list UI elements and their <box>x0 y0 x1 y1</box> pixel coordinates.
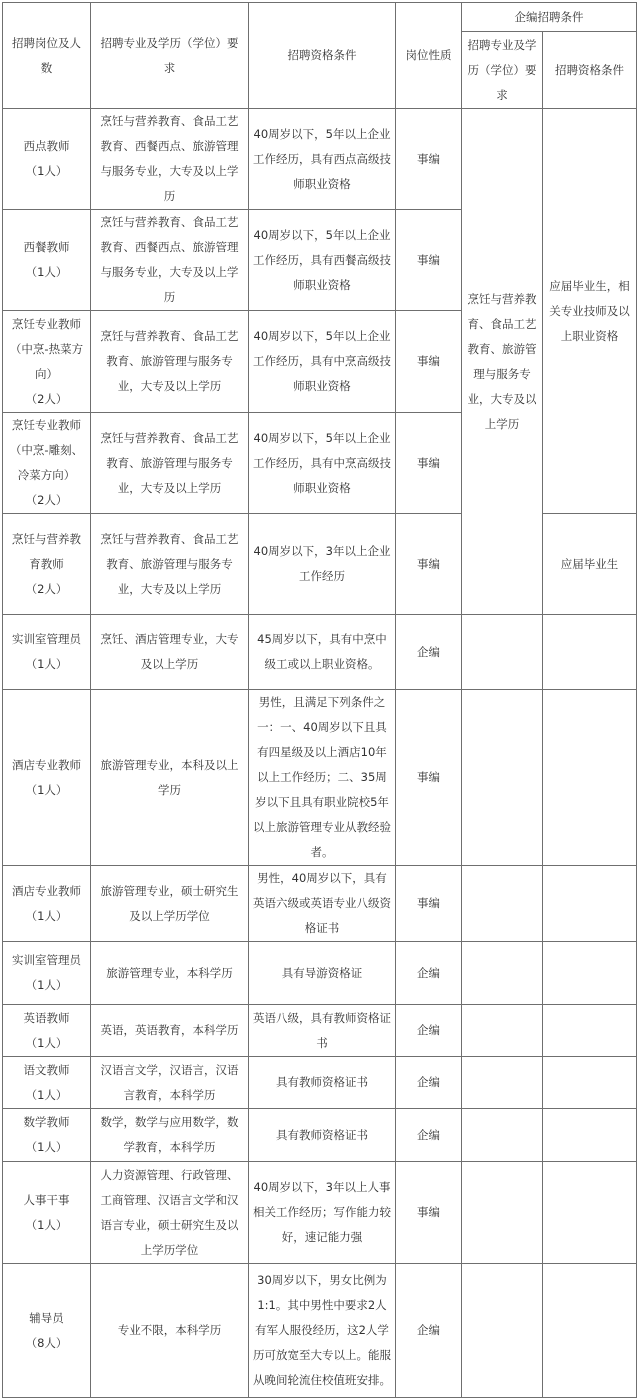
position-cell <box>3 690 91 866</box>
position-name: 酒店专业教师 <box>12 883 81 898</box>
qiye-major-empty <box>462 1109 543 1162</box>
type-cell: 企编 <box>396 1264 462 1398</box>
position-count: （1人） <box>25 265 68 279</box>
position-cell <box>3 413 91 514</box>
position-cell <box>3 866 91 942</box>
major-cell: 烹饪与营养教育、食品工艺教育、西餐西点、旅游管理与服务专业，大专及以上学历 <box>91 109 249 210</box>
qiye-major-empty <box>462 866 543 942</box>
position-cell <box>3 1109 91 1162</box>
position-count: （1人） <box>25 657 68 671</box>
position-count: （1人） <box>25 978 68 992</box>
qualification-cell: 男性，40周岁以下，具有英语六级或英语专业八级资格证书 <box>249 866 396 942</box>
type-cell: 事编 <box>396 311 462 413</box>
position-cell <box>3 942 91 1005</box>
position-cell <box>3 1264 91 1398</box>
position-count: （2人） <box>25 493 68 507</box>
major-cell: 人力资源管理、行政管理、工商管理、汉语言文学和汉语言专业，硕士研究生及以上学历学位 <box>91 1162 249 1264</box>
qiye-major-empty <box>462 1005 543 1057</box>
major-cell: 烹饪与营养教育、食品工艺教育、旅游管理与服务专业，大专及以上学历 <box>91 311 249 413</box>
position-name: 烹饪专业教师（中烹-热菜方向） <box>9 316 84 381</box>
position-name: 烹饪专业教师（中烹-雕刻、冷菜方向） <box>9 418 84 482</box>
qualification-cell: 具有导游资格证 <box>249 942 396 1005</box>
qiye-major-empty <box>462 1264 543 1398</box>
qiye-major-empty <box>462 1162 543 1264</box>
position-name: 西点教师 <box>23 139 70 153</box>
position-count: （1人） <box>25 1217 68 1232</box>
position-name: 人事干事 <box>23 1192 70 1207</box>
position-count: （1人） <box>25 1087 68 1102</box>
position-cell <box>3 1005 91 1057</box>
position-cell <box>3 514 91 615</box>
qualification-cell: 英语八级，具有教师资格证书 <box>249 1005 396 1057</box>
header-qiye-group: 企编招聘条件 <box>462 3 637 32</box>
position-cell <box>3 1162 91 1264</box>
position-name: 实训室管理员 <box>12 632 81 646</box>
major-cell: 旅游管理专业，本科学历 <box>91 942 249 1005</box>
qiye-qualification-empty <box>543 1005 637 1057</box>
position-cell <box>3 1057 91 1109</box>
recruitment-table <box>2 2 637 1398</box>
table-row <box>3 1162 637 1264</box>
qiye-qualification-empty <box>543 1109 637 1162</box>
qualification-cell: 40周岁以下，3年以上企业工作经历 <box>249 514 396 615</box>
major-cell: 汉语言文学，汉语言，汉语言教育，本科学历 <box>91 1057 249 1109</box>
major-cell: 旅游管理专业，本科及以上学历 <box>91 690 249 866</box>
position-name: 数学教师 <box>23 1115 70 1129</box>
table-row <box>3 1005 637 1057</box>
position-name: 语文教师 <box>23 1062 70 1077</box>
type-cell: 事编 <box>396 413 462 514</box>
position-cell <box>3 311 91 413</box>
header-qiye-qualification: 招聘资格条件 <box>543 32 637 109</box>
type-cell: 事编 <box>396 1162 462 1264</box>
qiye-qualification-empty <box>543 866 637 942</box>
table-row <box>3 690 637 866</box>
type-cell: 企编 <box>396 1109 462 1162</box>
qiye-qualification-empty <box>543 615 637 690</box>
qualification-cell: 具有教师资格证书 <box>249 1109 396 1162</box>
qualification-cell: 40周岁以下，5年以上企业工作经历，具有中烹高级技师职业资格 <box>249 311 396 413</box>
position-count: （2人） <box>25 581 68 596</box>
qualification-cell: 30周岁以下，男女比例为1:1。其中男性中要求2人有军人服役经历，这2人学历可放宽至大专以上。能服从晚间轮流住校值班安排。 <box>249 1264 396 1398</box>
major-cell: 专业不限，本科学历 <box>91 1264 249 1398</box>
position-count: （8人） <box>25 1335 68 1350</box>
major-cell: 数学，数学与应用数学，数学教育，本科学历 <box>91 1109 249 1162</box>
position-count: （1人） <box>25 164 68 178</box>
position-name: 英语教师 <box>23 1010 70 1025</box>
type-cell: 企编 <box>396 615 462 690</box>
position-count: （2人） <box>25 391 68 406</box>
table-row <box>3 1057 637 1109</box>
table-row <box>3 1264 637 1398</box>
position-count: （1人） <box>25 782 68 797</box>
position-cell <box>3 210 91 311</box>
type-cell: 企编 <box>396 1005 462 1057</box>
position-cell <box>3 109 91 210</box>
qiye-qualification-empty <box>543 1162 637 1264</box>
qualification-cell: 40周岁以下，3年以上人事相关工作经历；写作能力较好，速记能力强 <box>249 1162 396 1264</box>
position-name: 实训室管理员 <box>12 953 81 967</box>
position-name: 西餐教师 <box>23 240 70 254</box>
qiye-major-empty <box>462 615 543 690</box>
qualification-cell: 40周岁以下，5年以上企业工作经历，具有中烹高级技师职业资格 <box>249 413 396 514</box>
header-position: 招聘岗位及人数 <box>3 3 91 109</box>
type-cell: 企编 <box>396 1057 462 1109</box>
type-cell: 事编 <box>396 690 462 866</box>
qiye-qualification-empty <box>543 1057 637 1109</box>
position-name: 烹饪与营养教育教师 <box>12 531 81 571</box>
qiye-qualification: 应届毕业生 <box>543 514 637 615</box>
major-cell: 烹饪与营养教育、食品工艺教育、旅游管理与服务专业，大专及以上学历 <box>91 413 249 514</box>
table-row <box>3 615 637 690</box>
header-major: 招聘专业及学历（学位）要求 <box>91 3 249 109</box>
qiye-major-empty <box>462 690 543 866</box>
header-row <box>3 3 637 32</box>
qualification-cell: 45周岁以下，具有中烹中级工或以上职业资格。 <box>249 615 396 690</box>
major-cell: 烹饪与营养教育、食品工艺教育、旅游管理与服务专业，大专及以上学历 <box>91 514 249 615</box>
header-type: 岗位性质 <box>396 3 462 109</box>
qualification-cell: 男性，且满足下列条件之一：一、40周岁以下且具有四星级及以上酒店10年以上工作经历；二、35周岁以下且具有职业院校5年以上旅游管理专业从教经验者。 <box>249 690 396 866</box>
position-count: （1人） <box>25 908 68 923</box>
qiye-qualification-empty <box>543 690 637 866</box>
major-cell: 烹饪、酒店管理专业，大专及以上学历 <box>91 615 249 690</box>
qiye-major-empty <box>462 1057 543 1109</box>
position-count: （1人） <box>25 1140 68 1154</box>
type-cell: 企编 <box>396 942 462 1005</box>
qiye-major-empty <box>462 942 543 1005</box>
header-qiye-major: 招聘专业及学历（学位）要求 <box>462 32 543 109</box>
table-row <box>3 942 637 1005</box>
major-cell: 旅游管理专业，硕士研究生及以上学历学位 <box>91 866 249 942</box>
qiye-qualification-empty <box>543 942 637 1005</box>
position-cell <box>3 615 91 690</box>
qualification-cell: 具有教师资格证书 <box>249 1057 396 1109</box>
table-row <box>3 1109 637 1162</box>
type-cell: 事编 <box>396 109 462 210</box>
header-qualification: 招聘资格条件 <box>249 3 396 109</box>
qiye-qualification-empty <box>543 1264 637 1398</box>
position-name: 辅导员 <box>29 1310 64 1325</box>
position-name: 酒店专业教师 <box>12 757 81 772</box>
major-cell: 英语，英语教育，本科学历 <box>91 1005 249 1057</box>
major-cell: 烹饪与营养教育、食品工艺教育、西餐西点、旅游管理与服务专业，大专及以上学历 <box>91 210 249 311</box>
type-cell: 事编 <box>396 210 462 311</box>
position-count: （1人） <box>25 1035 68 1050</box>
qiye-major-merged: 烹饪与营养教育、食品工艺教育、旅游管理与服务专业，大专及以上学历 <box>462 109 543 615</box>
qualification-cell: 40周岁以下，5年以上企业工作经历，具有西餐高级技师职业资格 <box>249 210 396 311</box>
type-cell: 事编 <box>396 514 462 615</box>
qualification-cell: 40周岁以下，5年以上企业工作经历，具有西点高级技师职业资格 <box>249 109 396 210</box>
qiye-qualification-merged: 应届毕业生，相关专业技师及以上职业资格 <box>543 109 637 514</box>
table-row <box>3 109 637 210</box>
type-cell: 事编 <box>396 866 462 942</box>
table-row <box>3 866 637 942</box>
